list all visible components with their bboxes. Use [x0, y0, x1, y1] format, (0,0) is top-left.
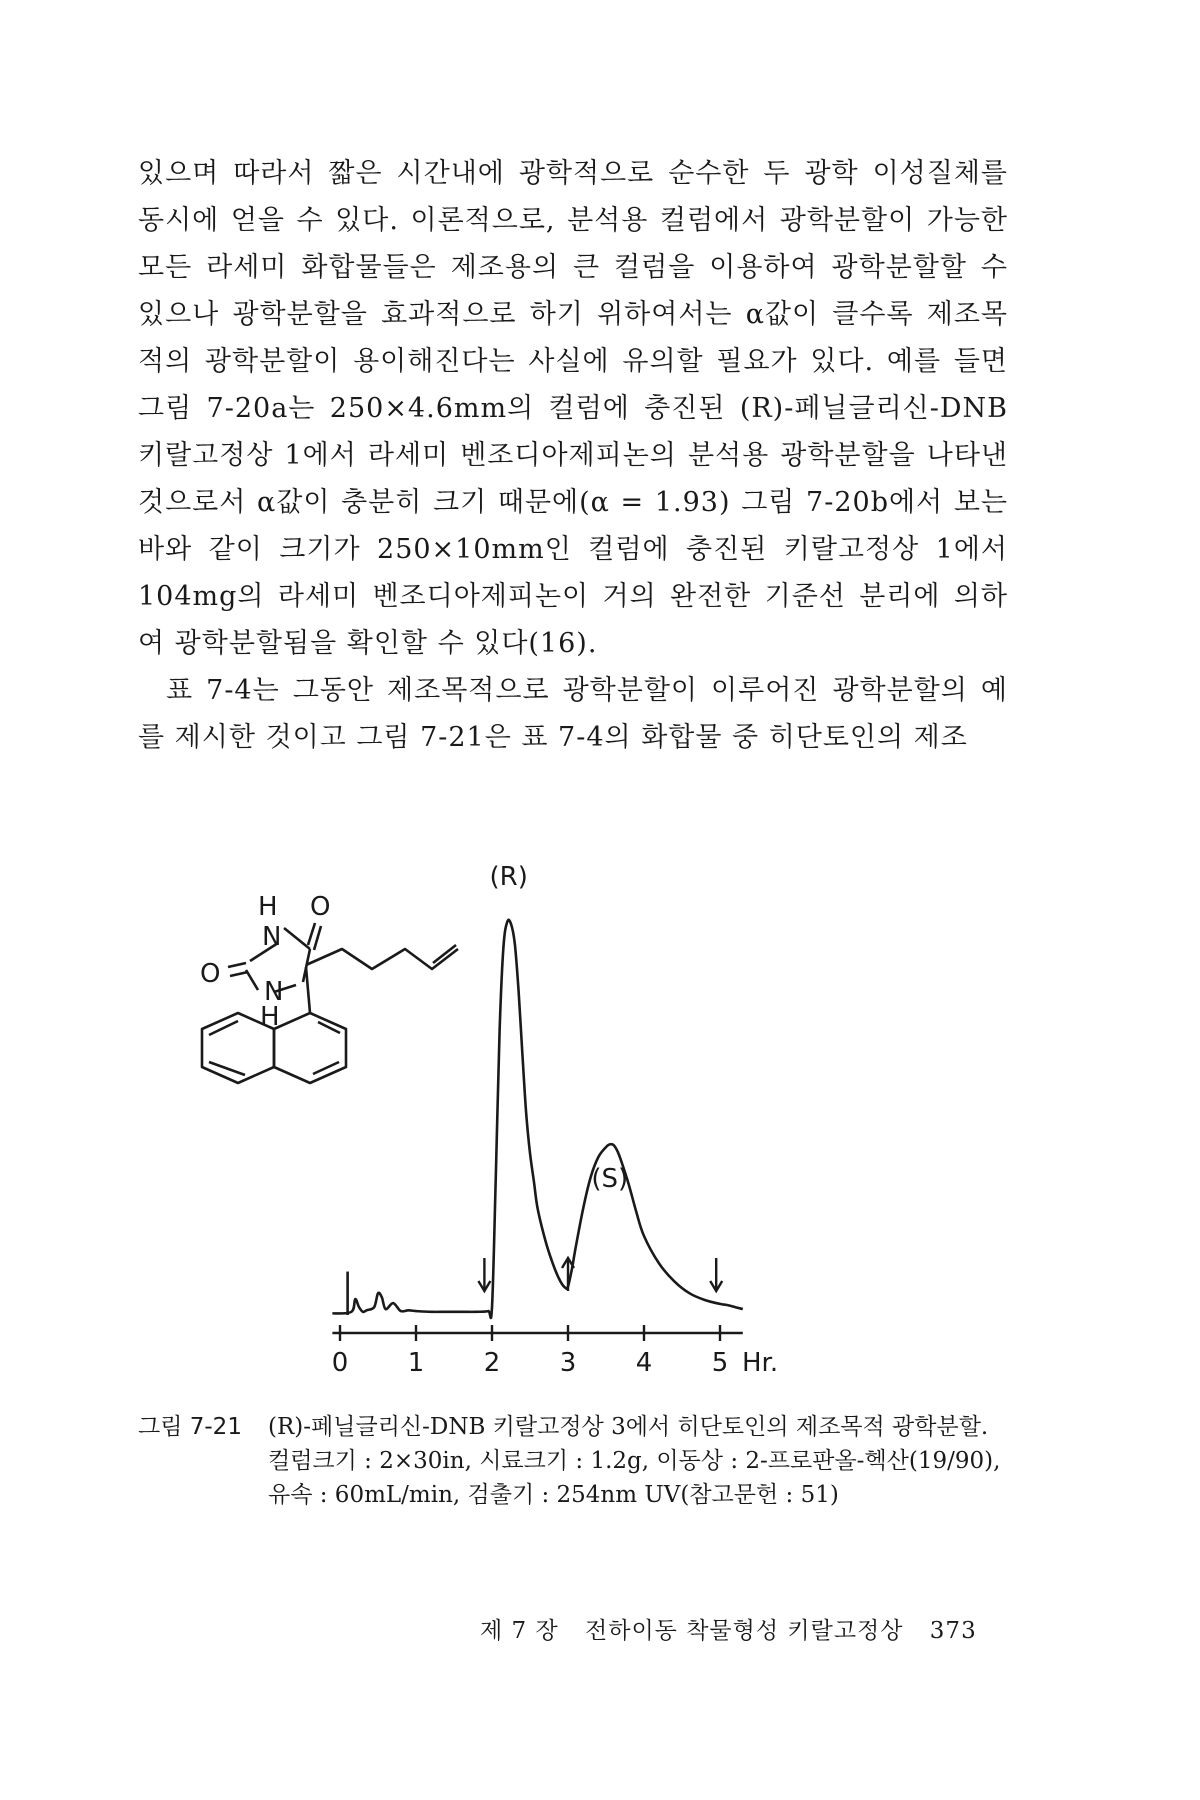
chromatogram-trace: [332, 920, 742, 1318]
body-text: [138, 150, 1008, 761]
caption-text: (R)-페닐글리신-DNB 키랄고정상 3에서 히단토인의 제조목적 광학분할. 컬럼크기 : 2×30in, 시료크기 : 1.2g, 이동상 : 2-프로판올-헥산(19/90), 유속 : 60mL/min, 검출기 : 254nm UV(참고문헌 : 51): [268, 1414, 1001, 1508]
x-tick-label: 0: [331, 1348, 349, 1378]
atom-n-bottom: N: [264, 977, 284, 1007]
x-axis-label: Hr.: [742, 1348, 779, 1378]
chromatogram-chart: [200, 845, 920, 1405]
atom-h-bottom: H: [260, 1002, 280, 1032]
page-number: 373: [929, 1618, 977, 1644]
peak-label: (S): [591, 1164, 629, 1194]
atom-h-top: H: [258, 892, 278, 922]
page-footer: [480, 1612, 1000, 1645]
x-tick-label: 3: [559, 1348, 577, 1378]
footer-chapter: 제 7 장: [480, 1618, 559, 1644]
caption-label: 그림 7-21: [138, 1414, 242, 1440]
x-tick-label: 5: [711, 1348, 729, 1378]
atom-n-top: N: [262, 922, 282, 952]
paragraph-1: 있으며 따라서 짧은 시간내에 광학적으로 순수한 두 광학 이성질체를 동시에 얻을 수 있다. 이론적으로, 분석용 컬럼에서 광학분할이 가능한 모든 라세미 화합물들은 제조용의 큰 컬럼을 이용하여 광학분할할 수 있으나 광학분할을 효과적으로 하기 위하여서는 α값이 클수록 제조목적의 광학분할이 용이해진다는 사실에 유의할 필요가 있다. 예를 들면 그림 7-20a는 250×4.6mm의 컬럼에 충진된 (R)-페닐글리신-DNB 키랄고정상 1에서 라세미 벤조디아제피논의 분석용 광학분할을 나타낸 것으로서 α값이 충분히 크기 때문에(α = 1.93) 그림 7-20b에서 보는 바와 같이 크기가 250×10mm인 컬럼에 충진된 키랄고정상 1에서 104mg의 라세미 벤조디아제피논이 거의 완전한 기준선 분리에 의하여 광학분할됨을 확인할 수 있다(16).: [138, 158, 1008, 659]
peak-label: (R): [489, 862, 528, 892]
x-tick-label: 4: [635, 1348, 653, 1378]
atom-o-left: O: [200, 959, 221, 989]
x-tick-label: 1: [407, 1348, 425, 1378]
atom-o-top: O: [310, 892, 331, 922]
footer-title: 전하이동 착물형성 키랄고정상: [585, 1618, 904, 1644]
paragraph-2: 표 7-4는 그동안 제조목적으로 광학분할이 이루어진 광학분할의 예를 제시한 것이고 그림 7-21은 표 7-4의 화합물 중 히단토인의 제조: [138, 675, 1008, 753]
x-tick-label: 2: [483, 1348, 501, 1378]
arrow-down: [710, 1258, 722, 1291]
figure: [200, 845, 920, 1405]
arrow-down: [478, 1258, 490, 1291]
